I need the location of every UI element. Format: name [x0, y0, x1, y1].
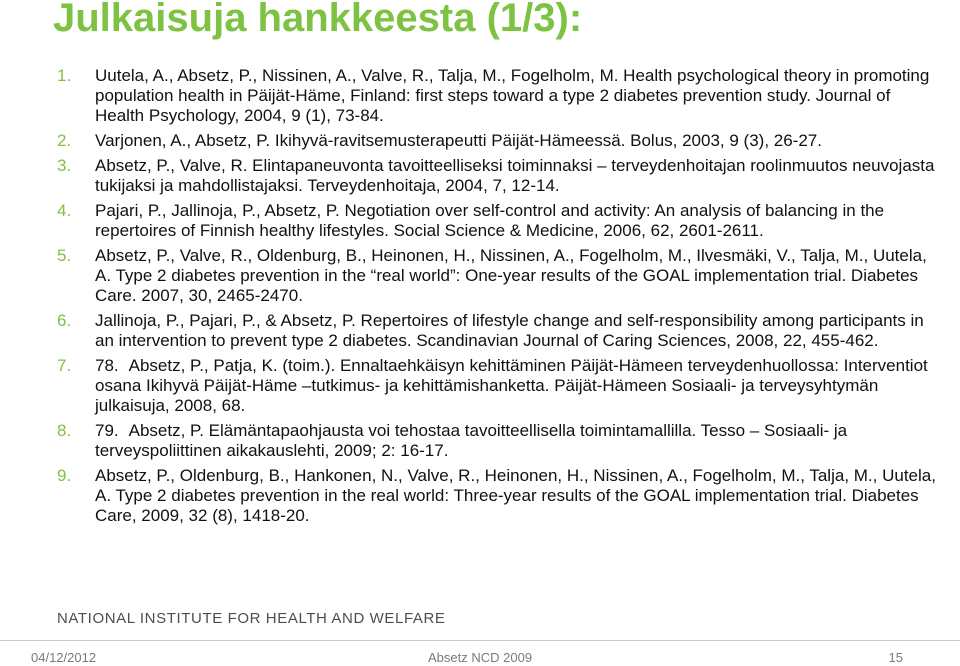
- reference-list: [57, 66, 937, 531]
- reference-prefix: 79.: [95, 421, 119, 440]
- reference-text: Pajari, P., Jallinoja, P., Absetz, P. Negotiation over self-control and activity: An analysis of balancing in the repertoires of Finnish healthy lifestyles. Social Science & Medicine, 2006, 62, 2601-2611.: [95, 201, 885, 240]
- reference-item: [57, 66, 937, 126]
- slide-title: Julkaisuja hankkeesta (1/3):: [53, 0, 583, 40]
- reference-number: 8.: [57, 421, 72, 440]
- reference-text: Absetz, P., Valve, R., Oldenburg, B., Heinonen, H., Nissinen, A., Fogelholm, M., Ilvesmäki, V., Talja, M., Uutela, A. Type 2 diabetes prevention in the “real world”: One-year results of the GOAL implementation trial. Diabetes Care. 2007, 30, 2465-2470.: [95, 246, 927, 305]
- footer-date: 04/12/2012: [31, 650, 97, 665]
- reference-number: 5.: [57, 246, 72, 265]
- reference-item: [57, 421, 937, 461]
- reference-number: 7.: [57, 356, 72, 375]
- reference-item: [57, 466, 937, 526]
- reference-number: 3.: [57, 156, 72, 175]
- reference-text: Absetz, P., Oldenburg, B., Hankonen, N., Valve, R., Heinonen, H., Nissinen, A., Fogelholm, M., Talja, M., Uutela, A. Type 2 diabetes prevention in the real world: Three-year results of the GOAL implementation trial. Diabetes Care, 2009, 32 (8), 1418-20.: [95, 466, 936, 525]
- reference-number: 1.: [57, 66, 72, 85]
- reference-text: Absetz, P., Patja, K. (toim.). Ennaltaehkäisyn kehittäminen Päijät-Hämeen terveydenhuollossa: Interventiot osana Ikihyvä Päijät-Häme –tutkimus- ja kehittämishanketta. Päijät-Hämeen Sosiaali- ja terveysyhtymän julkaisuja, 2008, 68.: [95, 356, 928, 415]
- reference-item: [57, 131, 937, 151]
- reference-text: Absetz, P., Valve, R. Elintapaneuvonta tavoitteelliseksi toiminnaksi – terveydenhoitajan roolinmuutos neuvojasta tukijaksi ja mahdollistajaksi. Terveydenhoitaja, 2004, 7, 12-14.: [95, 156, 935, 195]
- reference-text: Varjonen, A., Absetz, P. Ikihyvä-ravitsemusterapeutti Päijät-Hämeessä. Bolus, 2003, 9 (3), 26-27.: [95, 131, 822, 150]
- page-number: 15: [888, 650, 903, 665]
- footer-presentation: Absetz NCD 2009: [428, 650, 533, 665]
- reference-item: [57, 356, 937, 416]
- reference-item: [57, 311, 937, 351]
- reference-item: [57, 246, 937, 306]
- reference-item: [57, 201, 937, 241]
- reference-prefix: 78.: [95, 356, 119, 375]
- reference-number: 2.: [57, 131, 72, 150]
- reference-number: 9.: [57, 466, 72, 485]
- reference-text: Jallinoja, P., Pajari, P., & Absetz, P. Repertoires of lifestyle change and self-responsibility among participants in an intervention to prevent type 2 diabetes. Scandinavian Journal of Caring Sciences, 2008, 22, 455-462.: [95, 311, 924, 350]
- reference-number: 4.: [57, 201, 72, 220]
- reference-item: [57, 156, 937, 196]
- reference-body: [95, 421, 937, 461]
- footer-divider: [0, 640, 960, 641]
- reference-text: Absetz, P. Elämäntapaohjausta voi tehostaa tavoitteellisella toimintamallilla. Tesso – Sosiaali- ja terveyspoliittinen aikakauslehti, 2009; 2: 16-17.: [95, 421, 848, 460]
- organization-name: NATIONAL INSTITUTE FOR HEALTH AND WELFARE: [57, 610, 446, 627]
- reference-number: 6.: [57, 311, 72, 330]
- reference-text: Uutela, A., Absetz, P., Nissinen, A., Valve, R., Talja, M., Fogelholm, M. Health psychological theory in promoting population health in Päijät-Häme, Finland: first steps toward a type 2 diabetes prevention study. Journal of Health Psychology, 2004, 9 (1), 73-84.: [95, 66, 930, 125]
- reference-body: [95, 356, 937, 416]
